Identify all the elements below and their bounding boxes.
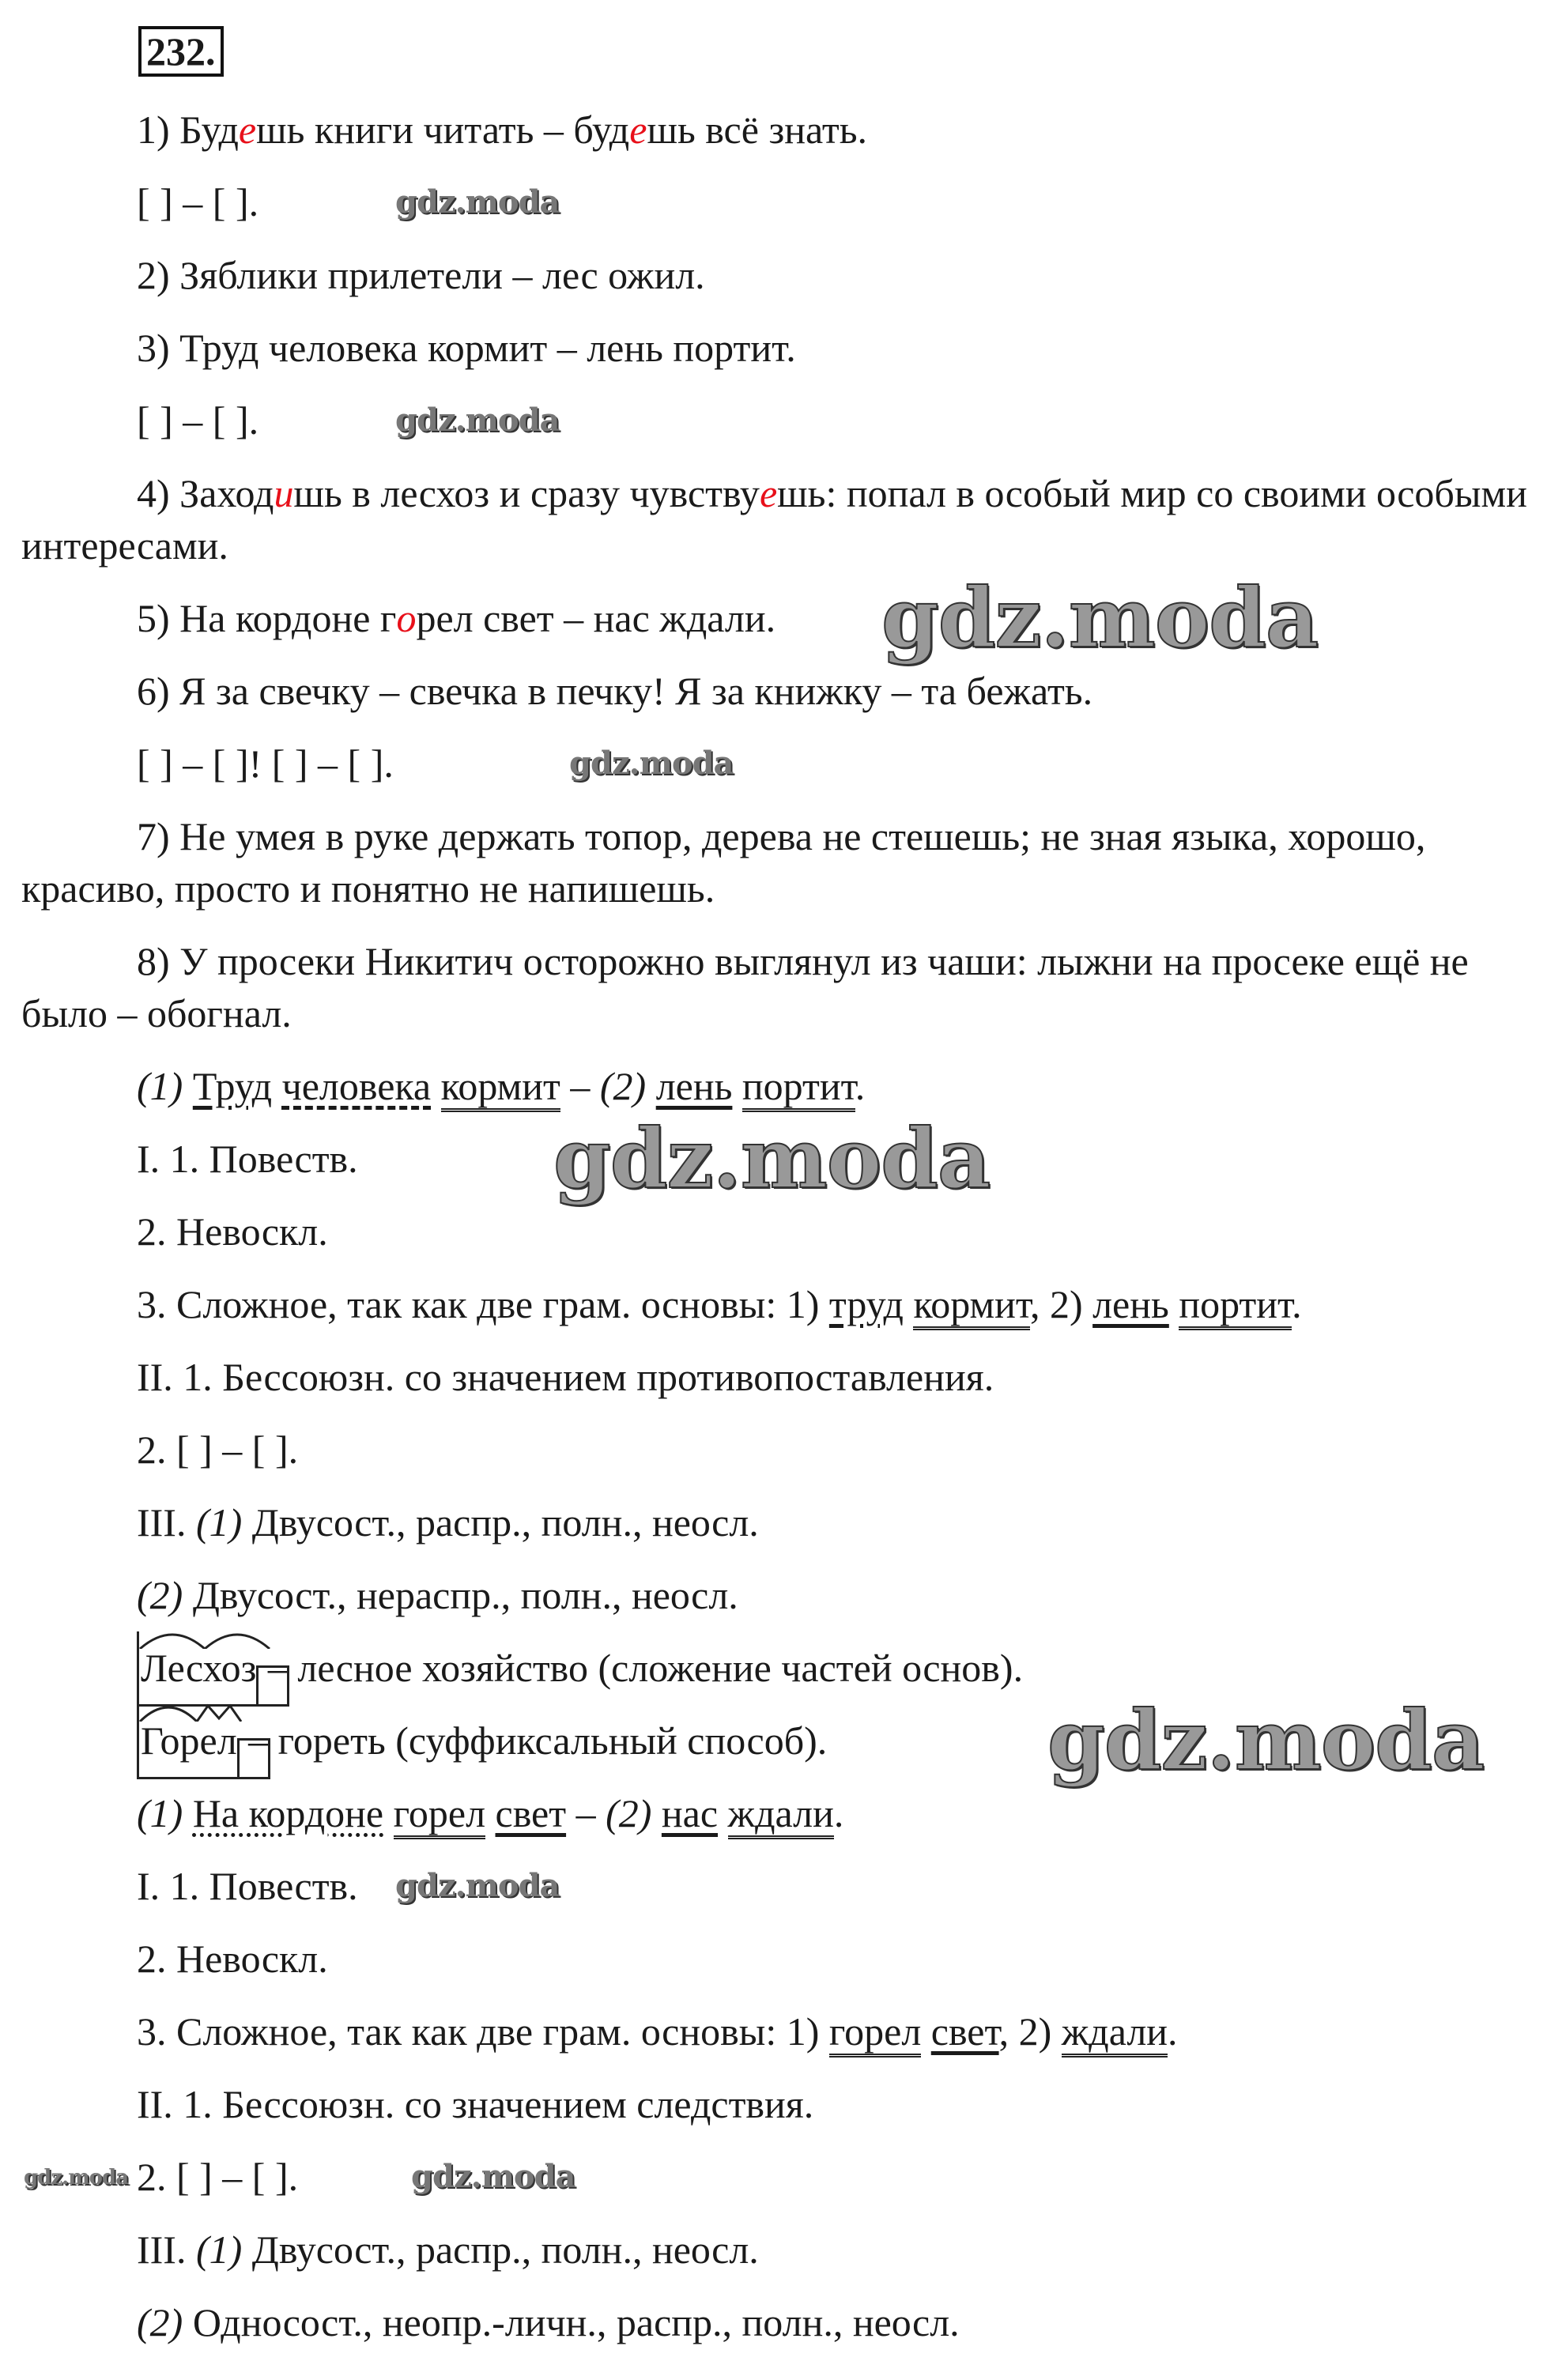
text-segment: . [1292,1282,1302,1326]
text-segment: 2. Невоскл. [137,1937,328,1981]
subject-underline: свет [495,1791,567,1835]
part-number: (1) [137,1791,183,1835]
text-segment: 2) Зяблики прилетели – лес ожил. [137,253,705,297]
exercise-text [0,93,1566,2359]
highlighted-letter: и [274,471,294,515]
watermark: gdz.moda [395,402,560,439]
text-segment [383,1791,394,1835]
text-segment: I. 1. Повеств. [137,1864,358,1908]
text-segment: , 2) [1029,1282,1093,1326]
subject-underline: Труд [192,1064,273,1108]
morpheme-word: Лесхоз [137,1631,258,1707]
subject-underline: труд [828,1282,904,1326]
text-segment: 3) Труд человека кормит – лень портит. [137,326,796,370]
text-segment [1169,1282,1179,1326]
text-line [0,2068,1566,2140]
morpheme-word: Горел [137,1704,239,1779]
text-segment: Двусост., распр., полн., неосл. [242,1500,759,1545]
text-segment [921,2009,931,2054]
text-line [0,166,1566,239]
text-segment: 8) У просеки Никитич осторожно выглянул из чаши: лыжни на просеке ещё не было – обогнал. [21,939,1469,1035]
part-number: (2) [599,1064,656,1108]
predicate-underline: портит [1179,1282,1292,1330]
text-segment: II. 1. Бессоюзн. со значением противопоставления. [137,1355,994,1399]
exercise-number: 232. [138,26,224,77]
text-segment: 7) Не умея в руке держать топор, дерева не стешешь; не зная языка, хорошо, красиво, просто и понятно не напишешь. [21,814,1426,911]
text-segment: 3. Сложное, так как две грам. основы: 1) [137,1282,829,1326]
text-line [0,727,1566,800]
watermark: gdz.moda [395,183,560,221]
attribute-underline: человека [281,1064,432,1108]
text-line [0,1559,1566,1631]
text-segment: [ ] – [ ]. [137,398,259,443]
text-line [0,239,1566,311]
text-line [0,1995,1566,2068]
text-segment: – [566,1791,606,1835]
text-segment: Двусост., нераспр., полн., неосл. [183,1573,738,1617]
text-segment: шь книги читать – буд [256,107,630,152]
text-segment: . [833,1791,844,1835]
watermark: gdz.moda [553,1110,991,1207]
text-segment: 2. [ ] – [ ]. [137,1428,299,1472]
text-segment: – гореть (суффиксальный способ). [238,1718,828,1763]
highlighted-letter: е [759,471,778,515]
highlighted-letter: о [396,596,417,640]
text-line [0,1341,1566,1413]
text-line [0,457,1566,582]
watermark: gdz.moda [569,745,734,782]
text-segment: – [560,1064,600,1108]
text-segment: III. [137,2227,196,2272]
text-line [0,384,1566,457]
text-segment: 3. Сложное, так как две грам. основы: 1) [137,2009,829,2054]
text-segment: 5) На кордоне г [137,596,397,640]
predicate-underline: горел [394,1791,485,1839]
text-line [0,925,1566,1050]
subject-underline: нас [661,1791,719,1835]
part-number: (1) [195,2227,243,2272]
predicate-underline: горел [829,2009,921,2058]
watermark: gdz.moda [395,1867,560,1904]
text-segment: . [1168,2009,1178,2054]
text-segment: Двусост., распр., полн., неосл. [242,2227,759,2272]
highlighted-letter: е [629,107,647,152]
predicate-underline: кормит [913,1282,1030,1330]
text-segment [485,1791,496,1835]
adverbial-underline: На кордоне [192,1791,384,1835]
watermark: gdz.moda [24,2166,129,2190]
text-line [0,1922,1566,1995]
part-number: (2) [606,1791,652,1835]
text-segment: 2. Невоскл. [137,1209,328,1254]
subject-underline: свет [930,2009,999,2054]
text-segment: II. 1. Бессоюзн. со значением следствия. [137,2082,814,2126]
text-segment: . [855,1064,866,1108]
text-segment [651,1791,662,1835]
text-segment: шь: попал в особый мир со своими особыми интересами. [21,471,1527,568]
text-segment: 2. [ ] – [ ]. [137,2155,299,2199]
text-segment: [ ] – [ ]! [ ] – [ ]. [137,741,394,786]
text-segment: рел свет – нас ждали. [416,596,776,640]
text-line [0,2213,1566,2286]
watermark: gdz.moda [1047,1692,1485,1789]
text-segment [732,1064,742,1108]
text-segment [183,1791,193,1835]
text-segment [272,1064,282,1108]
text-line [0,1850,1566,1922]
text-segment: 4) Заход [137,471,274,515]
text-segment: – лесное хозяйство (сложение частей основ). [258,1646,1024,1690]
text-line [0,93,1566,166]
text-line [0,1268,1566,1341]
text-segment [431,1064,441,1108]
text-line [0,800,1566,925]
text-line [0,2140,1566,2213]
text-segment: шь всё знать. [647,107,868,152]
text-segment [904,1282,914,1326]
text-segment: III. [137,1500,196,1545]
predicate-underline: ждали [728,1791,834,1839]
text-segment: шь в лесхоз и сразу чувству [293,471,760,515]
part-number: (1) [137,1064,193,1108]
subject-underline: лень [1092,1282,1169,1326]
text-segment [718,1791,728,1835]
text-line [0,654,1566,727]
text-segment: 6) Я за свечку – свечка в печку! Я за книжку – та бежать. [137,669,1093,713]
text-segment: 1) Буд [137,107,239,152]
text-segment: Односост., неопр.-личн., распр., полн., неосл. [183,2300,960,2344]
highlighted-letter: е [238,107,257,152]
text-line [0,1486,1566,1559]
part-number: (2) [137,2300,183,2344]
text-line [0,569,1566,666]
predicate-underline: ждали [1062,2009,1168,2058]
morpheme-group [137,1718,239,1763]
morpheme-group [137,1646,258,1690]
subject-underline: лень [655,1064,733,1108]
text-segment: , 2) [998,2009,1062,2054]
text-line [0,2286,1566,2359]
predicate-underline: портит [742,1064,855,1112]
watermark: gdz.moda [881,569,1319,666]
text-line [0,1413,1566,1486]
text-line [0,311,1566,384]
predicate-underline: кормит [441,1064,560,1112]
text-segment: I. 1. Повеств. [137,1137,358,1181]
part-number: (2) [137,1573,183,1617]
watermark: gdz.moda [411,2158,575,2195]
text-segment: [ ] – [ ]. [137,180,259,224]
part-number: (1) [195,1500,243,1545]
